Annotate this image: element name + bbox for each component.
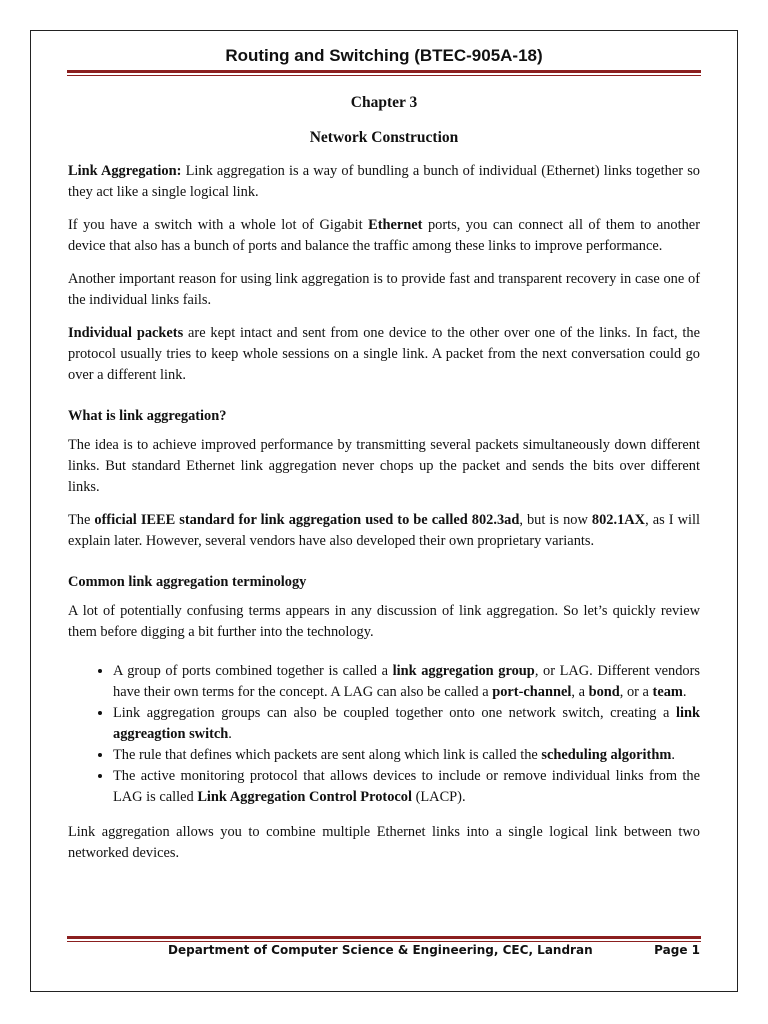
- footer-rule: [67, 936, 701, 942]
- header-title: Routing and Switching (BTEC-905A-18): [225, 46, 543, 65]
- bold-term: 802.1AX: [591, 512, 646, 528]
- subheading: Common link aggregation terminology: [68, 574, 307, 590]
- footer-department: Department of Computer Science & Engineering, CEC, Landran: [168, 943, 593, 957]
- bold-term: Link Aggregation:: [68, 163, 182, 179]
- list-item: • The active monitoring protocol that allows devices to include or remove individual links from the LAG is called Link Aggregation Control Protocol (LACP).: [113, 766, 700, 808]
- bold-term: Ethernet: [368, 217, 423, 233]
- list-item: • A group of ports combined together is called a link aggregation group, or LAG. Different vendors have their own terms for the concept. A LAG can also be called a port-channel, a bond, or a team.: [113, 661, 700, 703]
- bullet-list: [68, 661, 700, 808]
- paragraph: Individual packets are kept intact and sent from one device to the other over one of the links. In fact, the protocol usually tries to keep whole sessions on a single link. A packet from the next conversation could go over a different link.: [68, 325, 701, 383]
- header-rule: [67, 70, 701, 76]
- paragraph: If you have a switch with a whole lot of Gigabit Ethernet ports, you can connect all of them to another device that also has a bunch of ports and balance the traffic among these links to improve performance.: [68, 217, 700, 254]
- paragraph: The official IEEE standard for link aggregation used to be called 802.3ad, but is now 802.1AX, as I will explain later. However, several vendors have also developed their own proprietary variants.: [68, 512, 700, 549]
- subheading: What is link aggregation?: [68, 408, 227, 424]
- paragraph: Link aggregation allows you to combine multiple Ethernet links into a single logical link between two networked devices.: [68, 824, 700, 861]
- list-item: • Link aggregation groups can also be coupled together onto one network switch, creating a link aggreagtion switch.: [113, 703, 700, 745]
- paragraph: The idea is to achieve improved performance by transmitting several packets simultaneously down different links. But standard Ethernet link aggregation never chops up the packet and sends the bits over different links.: [68, 437, 700, 495]
- paragraph: Another important reason for using link aggregation is to provide fast and transparent recovery in case one of the individual links fails.: [68, 271, 700, 308]
- page-content: [68, 92, 700, 876]
- list-item: • The rule that defines which packets are sent along which link is called the scheduling algorithm.: [113, 745, 700, 766]
- page-number: Page 1: [654, 943, 700, 957]
- paragraph: A lot of potentially confusing terms appears in any discussion of link aggregation. So let’s quickly review them before digging a bit further into the technology.: [68, 603, 700, 640]
- section-title: Network Construction: [309, 129, 459, 146]
- bold-term: Individual packets: [68, 325, 184, 341]
- paragraph: Link Aggregation: Link aggregation is a way of bundling a bunch of individual (Ethernet) links together so they act like a single logical link.: [68, 163, 700, 200]
- bold-term: official IEEE standard for link aggregation used to be called 802.3ad: [94, 512, 520, 528]
- chapter-heading: Chapter 3: [350, 94, 418, 111]
